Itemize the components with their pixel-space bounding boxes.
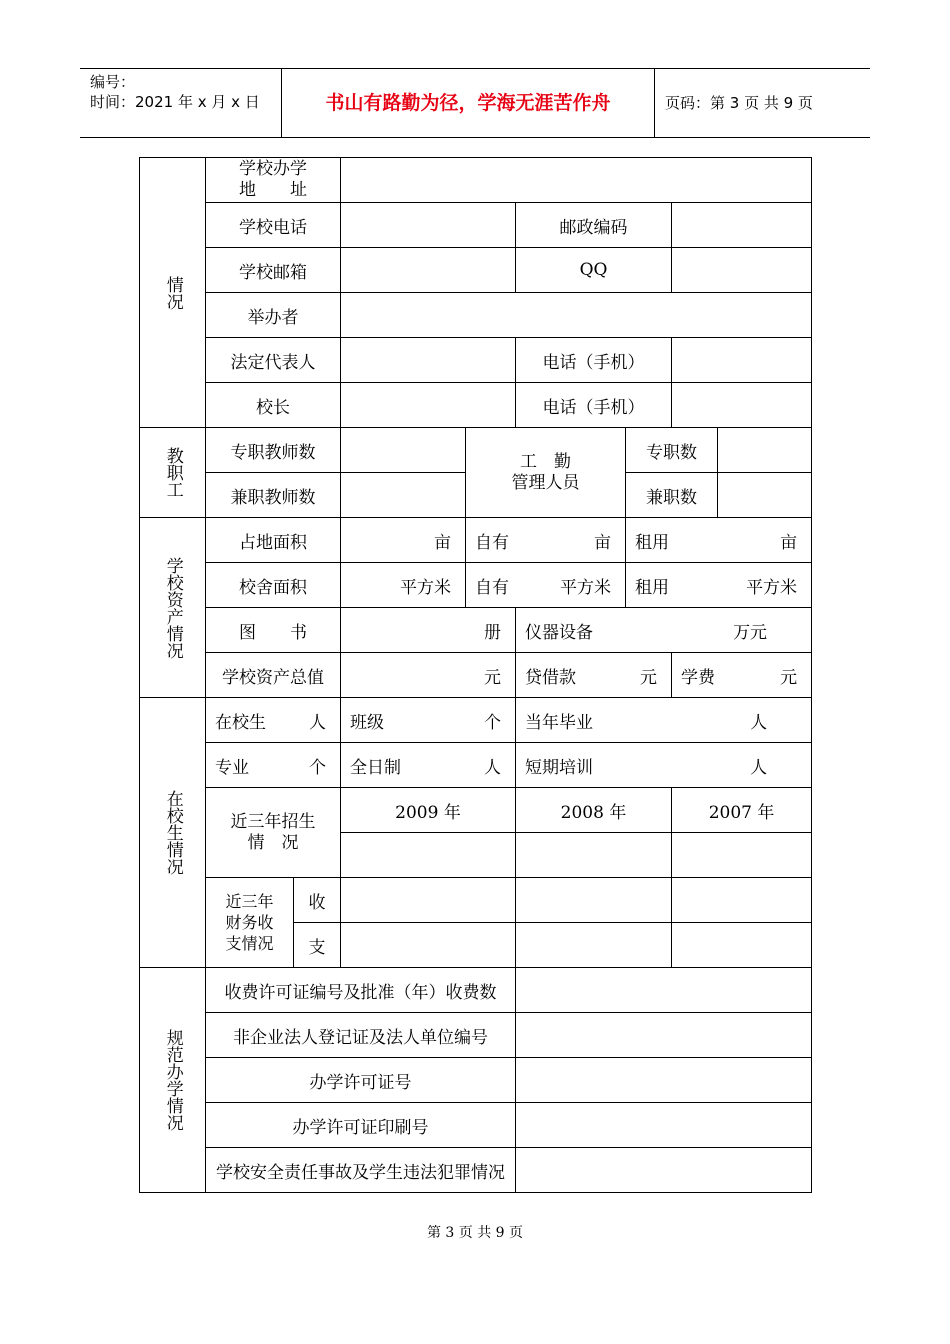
- short-training-field[interactable]: [516, 743, 812, 788]
- header-motto: 书山有路勤为径，学海无涯苦作舟: [282, 69, 655, 137]
- total-value-label: 学校资产总值: [206, 653, 341, 698]
- graduates-field[interactable]: [516, 698, 812, 743]
- loans-label: 贷借款: [525, 667, 576, 688]
- unit-mu: 亩: [434, 532, 451, 553]
- section-staff-label: 教职工: [140, 428, 206, 518]
- page-header: [80, 68, 870, 138]
- principal-mobile-field[interactable]: [672, 383, 812, 428]
- fee-permit-field[interactable]: [516, 968, 812, 1013]
- tuition-field[interactable]: [672, 653, 812, 698]
- income-2009-field[interactable]: [341, 878, 516, 923]
- license-print-field[interactable]: [516, 1103, 812, 1148]
- unit-volume: 册: [484, 622, 501, 643]
- majors-label: 专业: [215, 757, 249, 778]
- full-teachers-field[interactable]: [341, 428, 466, 473]
- building-area-field[interactable]: [341, 563, 466, 608]
- safety-label: 学校安全责任事故及学生违法犯罪情况: [206, 1148, 516, 1193]
- unit-person: 人: [750, 712, 768, 733]
- principal-mobile-label: 电话（手机）: [516, 383, 672, 428]
- expense-2009-field[interactable]: [341, 923, 516, 968]
- unit-yuan: 元: [484, 667, 501, 688]
- mgmt-staff-label: 工 勤 管理人员: [466, 428, 626, 518]
- unit-person: 人: [750, 757, 768, 778]
- legal-rep-mobile-label: 电话（手机）: [516, 338, 672, 383]
- rent-label: 租用: [635, 532, 669, 553]
- section-info-label: 情况: [140, 158, 206, 428]
- sponsor-field[interactable]: [341, 293, 812, 338]
- year-2009-header: 2009 年: [341, 788, 516, 833]
- principal-label: 校长: [206, 383, 341, 428]
- phone-label: 学校电话: [206, 203, 341, 248]
- enrolled-field[interactable]: [206, 698, 341, 743]
- full-count-field[interactable]: [718, 428, 812, 473]
- fee-permit-label: 收费许可证编号及批准（年）收费数: [206, 968, 516, 1013]
- land-area-label: 占地面积: [206, 518, 341, 563]
- expense-2008-field[interactable]: [516, 923, 672, 968]
- total-value-field[interactable]: [341, 653, 516, 698]
- short-training-label: 短期培训: [525, 757, 593, 778]
- own-label: 自有: [475, 532, 509, 553]
- qq-field[interactable]: [672, 248, 812, 293]
- section-assets-label: 学校资产情况: [140, 518, 206, 698]
- enroll-2009-field[interactable]: [341, 833, 516, 878]
- legal-rep-mobile-field[interactable]: [672, 338, 812, 383]
- expense-label: 支: [294, 923, 341, 968]
- license-no-field[interactable]: [516, 1058, 812, 1103]
- books-label: 图 书: [206, 608, 341, 653]
- fulltime-field[interactable]: [341, 743, 516, 788]
- classes-field[interactable]: [341, 698, 516, 743]
- address-label: 学校办学 地 址: [206, 158, 341, 203]
- page-footer: 第 3 页 共 9 页: [426, 1225, 524, 1241]
- income-2007-field[interactable]: [672, 878, 812, 923]
- part-count-label: 兼职数: [626, 473, 718, 518]
- building-rent-field[interactable]: [626, 563, 812, 608]
- income-2008-field[interactable]: [516, 878, 672, 923]
- expense-2007-field[interactable]: [672, 923, 812, 968]
- rent-label: 租用: [635, 577, 669, 598]
- books-field[interactable]: [341, 608, 516, 653]
- enroll-2007-field[interactable]: [672, 833, 812, 878]
- nonprofit-cert-field[interactable]: [516, 1013, 812, 1058]
- license-print-label: 办学许可证印刷号: [206, 1103, 516, 1148]
- enrolled-label: 在校生: [215, 712, 266, 733]
- legal-rep-field[interactable]: [341, 338, 516, 383]
- tuition-label: 学费: [681, 667, 715, 688]
- building-area-label: 校舍面积: [206, 563, 341, 608]
- land-own-field[interactable]: [466, 518, 626, 563]
- unit-mu: 亩: [594, 532, 611, 553]
- sponsor-label: 举办者: [206, 293, 341, 338]
- unit-mu: 亩: [780, 532, 798, 553]
- safety-field[interactable]: [516, 1148, 812, 1193]
- unit-sqm: 平方米: [560, 577, 611, 598]
- doc-time-label: 时间：2021 年 x 月 x 日: [90, 93, 260, 111]
- classes-label: 班级: [350, 712, 384, 733]
- full-count-label: 专职数: [626, 428, 718, 473]
- section-compliance-label: 规范办学情况: [140, 968, 206, 1193]
- full-teachers-label: 专职教师数: [206, 428, 341, 473]
- email-label: 学校邮箱: [206, 248, 341, 293]
- majors-field[interactable]: [206, 743, 341, 788]
- part-teachers-label: 兼职教师数: [206, 473, 341, 518]
- year-2007-header: 2007 年: [672, 788, 812, 833]
- postcode-field[interactable]: [672, 203, 812, 248]
- unit-yuan: 元: [640, 667, 657, 688]
- qq-label: QQ: [516, 248, 672, 293]
- own-label: 自有: [475, 577, 509, 598]
- principal-field[interactable]: [341, 383, 516, 428]
- graduates-label: 当年毕业: [525, 712, 593, 733]
- part-teachers-field[interactable]: [341, 473, 466, 518]
- enrollment-label: 近三年招生 情 况: [206, 788, 341, 878]
- header-page-label: 页码：第 3 页 共 9 页: [665, 94, 813, 112]
- enroll-2008-field[interactable]: [516, 833, 672, 878]
- unit-yuan: 元: [780, 667, 798, 688]
- land-rent-field[interactable]: [626, 518, 812, 563]
- unit-person: 人: [309, 712, 326, 733]
- loans-field[interactable]: [516, 653, 672, 698]
- phone-field[interactable]: [341, 203, 516, 248]
- unit-sqm: 平方米: [400, 577, 451, 598]
- school-info-form: [139, 157, 812, 1193]
- equipment-label: 仪器设备: [525, 622, 593, 643]
- email-field[interactable]: [341, 248, 516, 293]
- finance-label: 近三年 财务收 支情况: [206, 878, 294, 968]
- unit-wan-yuan: 万元: [733, 622, 768, 643]
- nonprofit-cert-label: 非企业法人登记证及法人单位编号: [206, 1013, 516, 1058]
- address-field[interactable]: [341, 158, 812, 203]
- unit-sqm: 平方米: [746, 577, 798, 598]
- unit-person: 人: [484, 757, 501, 778]
- unit-ge: 个: [309, 757, 326, 778]
- license-no-label: 办学许可证号: [206, 1058, 516, 1103]
- building-own-field[interactable]: [466, 563, 626, 608]
- header-meta: [80, 69, 282, 137]
- year-2008-header: 2008 年: [516, 788, 672, 833]
- legal-rep-label: 法定代表人: [206, 338, 341, 383]
- part-count-field[interactable]: [718, 473, 812, 518]
- unit-ge: 个: [484, 712, 501, 733]
- fulltime-label: 全日制: [350, 757, 401, 778]
- postcode-label: 邮政编码: [516, 203, 672, 248]
- section-students-label: 在校生情况: [140, 698, 206, 968]
- land-area-field[interactable]: [341, 518, 466, 563]
- income-label: 收: [294, 878, 341, 923]
- equipment-field[interactable]: [516, 608, 812, 653]
- doc-number-label: 编号：: [90, 73, 136, 91]
